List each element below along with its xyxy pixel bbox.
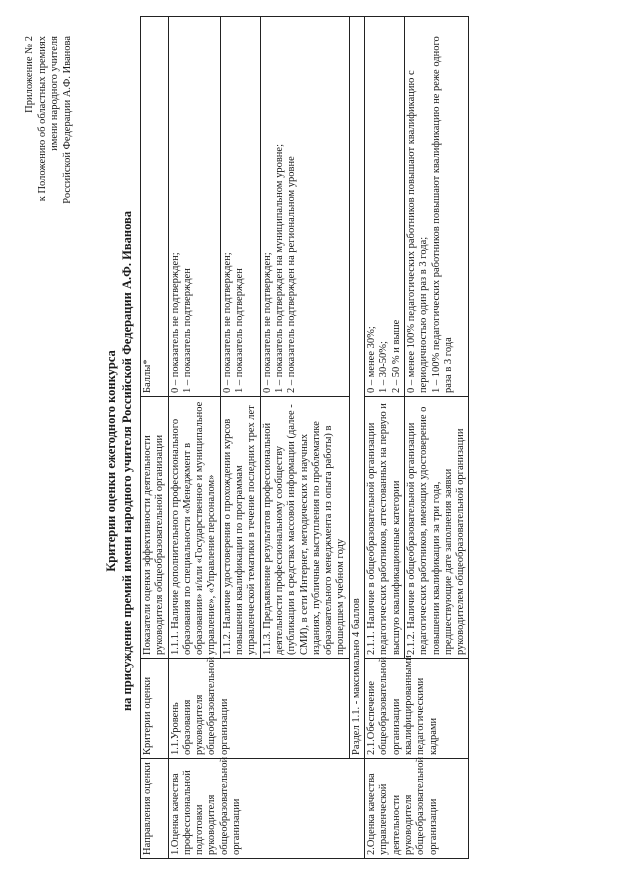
header-indicator: Показатели оценки эффективности деятельности руководителя общеобразовательной организации (141, 397, 169, 659)
appendix-line: Приложение № 2 (24, 36, 35, 113)
points-line: 2 – 50 % и выше (390, 319, 402, 393)
criteria-table (140, 16, 469, 859)
document-title (104, 131, 135, 791)
indicator-cell: 2.1.2. Наличие в общеобразовательной организации педагогических работников, имеющих удостоверение о повышении квалификации за три года, предшествующие дате заполнения заявки руководителем общеобразовательной организации (404, 397, 468, 659)
points-line: 1 – показатель подтвержден (234, 268, 246, 393)
points-line: 0 – показатель не подтвержден; (221, 252, 233, 393)
indicator-cell: 1.1.3. Предъявление результатов профессиональной деятельности профессиональному сообществу (публикации в средствах массовой информации (далее - СМИ), в сети Интернет, методических и научных изданиях, публичные выступления по проблематике образовательного менеджмента из опыта работы) в прошедшем учебном году (260, 397, 349, 659)
criterion-cell: 1.1.Уровень образования руководителя общеобразовательной организации (168, 659, 349, 759)
indicator-cell: 2.1.1. Наличие в общеобразовательной организации педагогических работников, аттестованных на первую и высшую квалификационные категории (365, 397, 405, 659)
appendix-line: к Положению об областных премиях (36, 36, 48, 202)
points-line: 1 – 100% педагогических работников повышают квалификацию не реже одного раза в 3 года (430, 36, 454, 393)
indicator-cell: 1.1.2. Наличие удостоверения о прохождении курсов повышения квалификации по программам управленческой тематики в течение последних трех лет (220, 397, 260, 659)
appendix-note (24, 36, 74, 286)
points-cell (220, 17, 260, 397)
header-criterion: Критерии оценки (141, 659, 169, 759)
points-line: 2 – показатель подтвержден на региональном уровне (286, 156, 298, 393)
indicator-cell: 1.1.1. Наличие дополнительного профессионального образования по специальности «Менеджмент в образовании» и/или «Государственное и муниципальное управление», «Управление персоналом» (168, 397, 220, 659)
section-summary: Раздел 1.1. - максимально 4 баллов (349, 17, 364, 759)
title-line-1: Критерии оценки ежегодного конкурса (104, 350, 118, 572)
points-cell (404, 17, 468, 397)
criterion-cell: 2.1.Обеспечение общеобразовательной организации квалифицированными педагогическими кадрами (365, 659, 469, 759)
table-row (168, 17, 220, 859)
header-direction: Направления оценки (141, 759, 169, 859)
points-cell (168, 17, 220, 397)
table-header-row (141, 17, 169, 859)
points-line: 1 – показатель подтвержден (181, 268, 193, 393)
points-line: 0 – показатель не подтвержден; (169, 252, 181, 393)
section-summary-row (349, 17, 364, 859)
title-line-2: на присуждение премий имени народного учителя Российской Федерации А.Ф. Иванова (119, 210, 134, 712)
points-line: 0 – менее 100% педагогических работников повышают квалификацию с периодичностью один раз в 3 года; (405, 70, 430, 393)
points-line: 0 – показатель не подтвержден; (261, 252, 273, 393)
direction-cell: 1.Оценка качества профессиональной подготовки руководителя общеобразовательной организации (168, 759, 364, 859)
direction-cell: 2.Оценка качества управленческой деятельности руководителя общеобразовательной организации (365, 759, 469, 859)
appendix-line: имени народного учителя (49, 36, 60, 151)
points-cell (260, 17, 349, 397)
appendix-line: Российской Федерации А.Ф. Иванова (61, 36, 73, 204)
header-points: Баллы* (141, 17, 169, 397)
points-line: 1 – 30-50%; (378, 341, 390, 393)
table-row (365, 17, 405, 859)
points-line: 0 – менее 30%; (366, 326, 378, 393)
points-line: 1 – показатель подтвержден на муниципальном уровне; (273, 144, 285, 393)
points-cell (365, 17, 405, 397)
